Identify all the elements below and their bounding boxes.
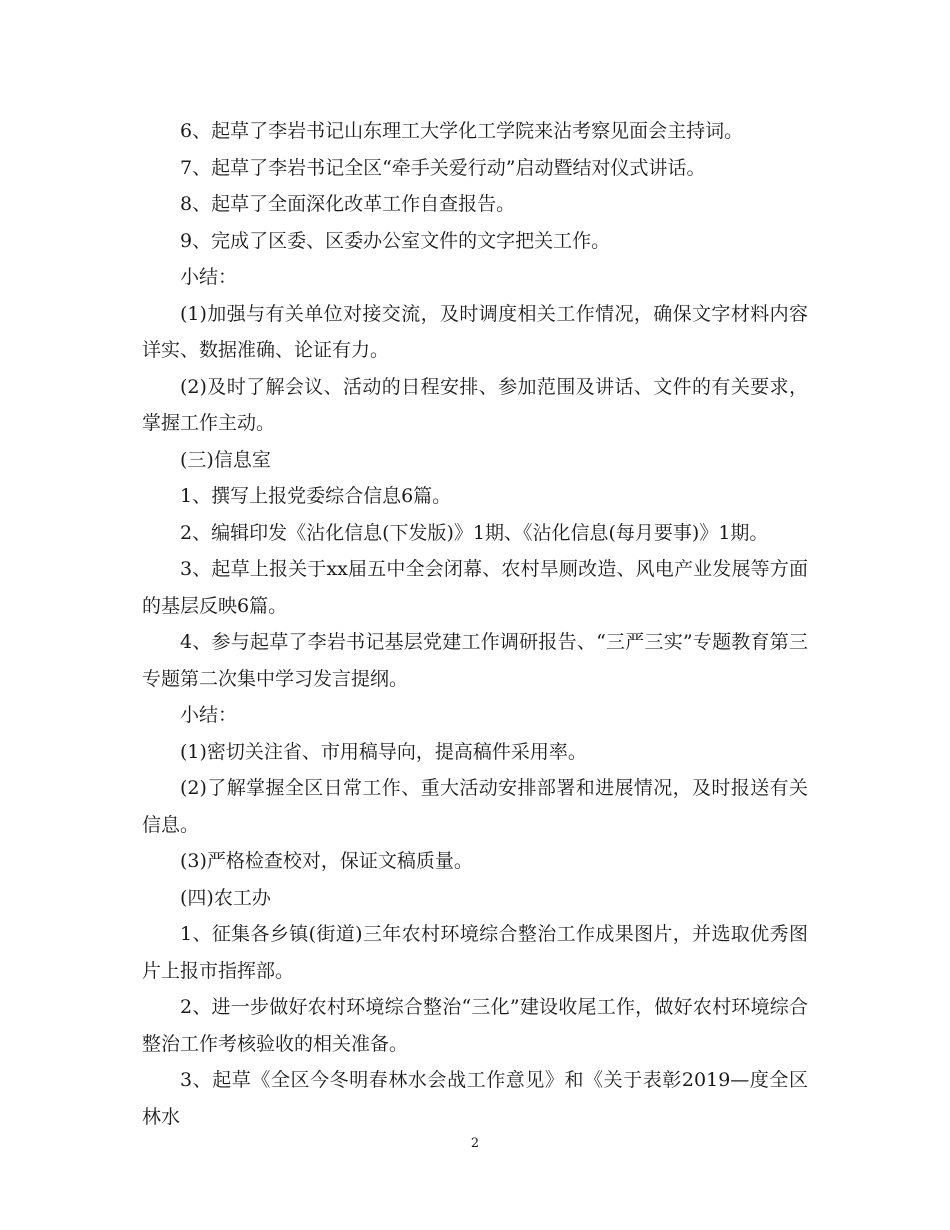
info-summary-item-1: (1)密切关注省、市用稿导向，提高稿件采用率。 <box>180 740 587 763</box>
summary-item-2: (2)及时了解会议、活动的日程安排、参加范围及讲话、文件的有关要求，掌握工作主动。 <box>142 375 808 434</box>
info-item-3: 3、起草上报关于xx届五中全会闭幕、农村旱厕改造、风电产业发展等方面的基层反映6篇。 <box>142 558 808 617</box>
info-item-4: 4、参与起草了李岩书记基层党建工作调研报告、“三严三实”专题教育第三专题第二次集中学习发言提纲。 <box>142 631 808 690</box>
agri-item-1: 1、征集各乡镇(街道)三年农村环境综合整治工作成果图片，并选取优秀图片上报市指挥部。 <box>142 923 808 982</box>
section-heading-agri-office: (四)农工办 <box>180 886 271 909</box>
paragraph-item-7: 7、起草了李岩书记全区“牵手关爱行动”启动暨结对仪式讲话。 <box>180 156 706 179</box>
info-item-1: 1、撰写上报党委综合信息6篇。 <box>180 485 452 507</box>
summary-item-1: (1)加强与有关单位对接交流，及时调度相关工作情况，确保文字材料内容详实、数据准确、论证有力。 <box>142 302 808 361</box>
info-item-2: 2、编辑印发《沾化信息(下发版)》1期、《沾化信息(每月要事)》1期。 <box>180 521 769 544</box>
info-summary-item-3: (3)严格检查校对，保证文稿质量。 <box>180 850 473 872</box>
paragraph-item-9: 9、完成了区委、区委办公室文件的文字把关工作。 <box>180 229 611 252</box>
agri-item-2: 2、进一步做好农村环境综合整治“三化”建设收尾工作，做好农村环境综合整治工作考核验收的相关准备。 <box>142 996 808 1055</box>
paragraph-item-6: 6、起草了李岩书记山东理工大学化工学院来沾考察见面会主持词。 <box>180 120 744 142</box>
paragraph-item-8: 8、起草了全面深化改革工作自查报告。 <box>180 193 516 215</box>
info-summary-item-2: (2)了解掌握全区日常工作、重大活动安排部署和进展情况，及时报送有关信息。 <box>142 777 808 836</box>
document-body <box>142 113 808 1135</box>
section-heading-info-office: (三)信息室 <box>180 448 271 471</box>
summary-heading: 小结： <box>180 266 238 288</box>
agri-item-3: 3、起草《全区今冬明春林水会战工作意见》和《关于表彰2019—度全区林水 <box>142 1069 808 1128</box>
page-number: 2 <box>470 1136 480 1151</box>
summary-heading: 小结： <box>180 704 238 726</box>
